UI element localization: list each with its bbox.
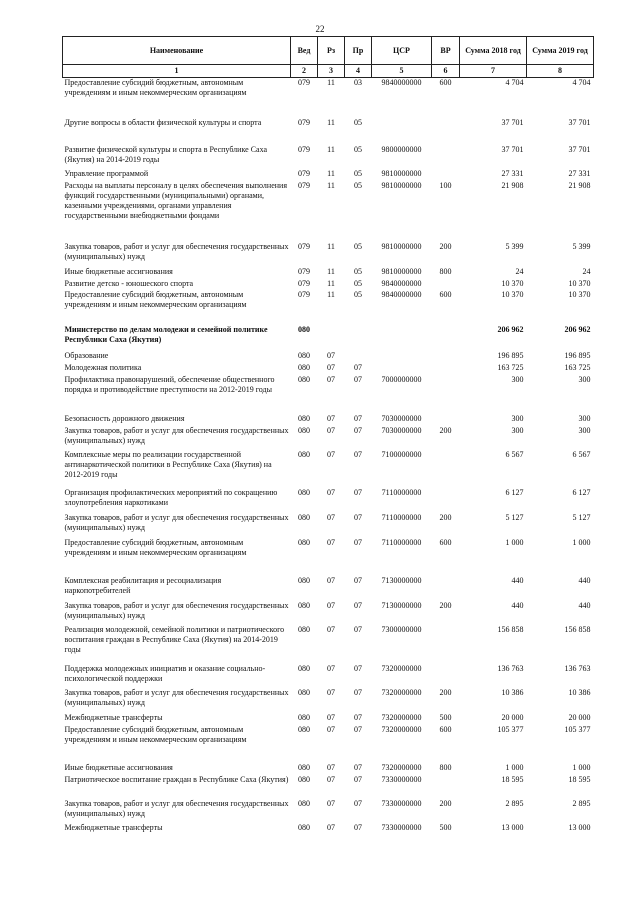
row-sum-2019: 2 895 (572, 798, 591, 808)
table-row (63, 688, 594, 713)
row-ved: 079 (298, 180, 310, 190)
row-pr: 07 (354, 512, 362, 522)
row-pr: 07 (354, 762, 362, 772)
row-sum-2019: 1 000 (572, 762, 591, 772)
row-csr: 7300000000 (381, 624, 422, 634)
row-pr: 07 (354, 449, 362, 459)
row-rz: 11 (327, 78, 335, 87)
row-pr: 07 (354, 413, 362, 423)
table-row (63, 242, 594, 267)
table-row (63, 325, 594, 351)
row-sum-2019: 13 000 (568, 822, 591, 832)
row-sum-2018: 20 000 (501, 712, 524, 722)
row-pr: 07 (354, 724, 362, 734)
row-name: Профилактика правонарушений, обеспечение общественного порядка и противодействие преступности на 2012-2019 годы (64, 374, 275, 394)
table-row (63, 601, 594, 625)
row-vr (432, 488, 460, 513)
row-sum-2019: 136 763 (564, 663, 591, 673)
row-csr: 7000000000 (381, 374, 422, 384)
row-sum-2019: 10 370 (568, 278, 591, 288)
row-sum-2018: 2 895 (505, 798, 524, 808)
row-name: Межбюджетные трансферты (64, 712, 163, 722)
row-sum-2019: 27 331 (568, 168, 591, 178)
row-pr: 07 (354, 774, 362, 784)
row-sum-2018: 18 595 (501, 774, 524, 784)
row-pr: 03 (354, 78, 362, 87)
row-sum-2018: 37 701 (501, 144, 524, 154)
row-csr: 7130000000 (381, 575, 422, 585)
row-pr: 07 (354, 687, 362, 697)
table-row (63, 450, 594, 488)
row-name: Предоставление субсидий бюджетным, автономным учреждениям и иным некоммерческим организациям (64, 289, 247, 309)
row-sum-2018: 10 386 (501, 687, 524, 697)
row-ved: 079 (298, 144, 310, 154)
row-csr: 7320000000 (381, 724, 422, 734)
row-ved: 079 (298, 289, 310, 299)
row-sum-2019: 300 (578, 425, 591, 435)
row-sum-2019: 37 701 (568, 117, 591, 127)
row-pr: 07 (354, 624, 362, 634)
row-sum-2018: 136 763 (497, 663, 524, 673)
table-row (63, 169, 594, 181)
row-sum-2018: 6 127 (505, 487, 524, 497)
row-ved: 080 (298, 324, 310, 334)
row-ved: 080 (298, 687, 310, 697)
row-ved: 080 (298, 624, 310, 634)
row-vr: 200 (439, 241, 452, 251)
row-name: Иные бюджетные ассигнования (64, 266, 173, 276)
row-rz: 07 (327, 774, 335, 784)
row-csr: 7030000000 (381, 425, 422, 435)
row-ved: 079 (298, 241, 310, 251)
budget-table-container (62, 36, 593, 835)
row-rz: 11 (327, 241, 335, 251)
row-ved: 079 (298, 278, 310, 288)
row-sum-2018: 105 377 (497, 724, 524, 734)
row-name: Организация профилактических мероприятий по сокращению злоупотребления наркотиками (64, 487, 278, 507)
row-pr: 07 (354, 798, 362, 808)
row-sum-2018: 196 895 (497, 350, 524, 360)
column-number: 5 (372, 65, 432, 78)
row-vr: 200 (439, 600, 452, 610)
row-pr: 05 (354, 278, 362, 288)
table-row (63, 488, 594, 513)
row-pr: 07 (354, 712, 362, 722)
row-name: Развитие детско - юношеского спорта (64, 278, 194, 288)
row-csr: 7320000000 (381, 687, 422, 697)
row-rz (318, 325, 345, 351)
row-vr (432, 625, 460, 664)
row-vr: 200 (439, 425, 452, 435)
row-vr: 600 (439, 289, 452, 299)
row-name: Реализация молодежной, семейной политики и патриотического воспитания граждан в Республике Саха (Якутия) на 2014-2019 годы (64, 624, 285, 654)
row-ved: 080 (298, 663, 310, 673)
table-row (63, 363, 594, 375)
row-vr: 200 (439, 798, 452, 808)
row-vr (432, 576, 460, 601)
row-rz: 07 (327, 362, 335, 372)
row-ved: 080 (298, 822, 310, 832)
row-ved: 080 (298, 724, 310, 734)
row-sum-2018: 300 (511, 413, 524, 423)
row-vr (432, 145, 460, 169)
column-number: 7 (460, 65, 527, 78)
row-vr: 200 (439, 512, 452, 522)
row-ved: 080 (298, 774, 310, 784)
row-name: Комплексные меры по реализации государственной антинаркотической политики в Республике Саха (Якутия) на 2012-2019 годы (64, 449, 272, 479)
row-ved: 079 (298, 117, 310, 127)
row-sum-2018: 206 962 (497, 324, 524, 334)
row-ved: 080 (298, 512, 310, 522)
row-csr: 7110000000 (381, 537, 422, 547)
row-name: Закупка товаров, работ и услуг для обеспечения государственных (муниципальных) нужд (64, 798, 289, 818)
row-pr: 07 (354, 575, 362, 585)
row-sum-2018: 10 370 (501, 278, 524, 288)
row-vr (432, 414, 460, 426)
row-csr: 7320000000 (381, 712, 422, 722)
row-ved: 080 (298, 362, 310, 372)
row-csr: 7130000000 (381, 600, 422, 610)
row-vr (432, 351, 460, 363)
row-name: Другие вопросы в области физической культуры и спорта (64, 117, 262, 127)
row-csr: 9840000000 (381, 78, 422, 87)
row-vr: 600 (439, 724, 452, 734)
row-sum-2019: 5 399 (572, 241, 591, 251)
row-csr: 9810000000 (381, 180, 422, 190)
row-sum-2019: 6 567 (572, 449, 591, 459)
table-row (63, 538, 594, 576)
table-row (63, 351, 594, 363)
row-name: Межбюджетные трансферты (64, 822, 163, 832)
row-csr (372, 118, 432, 145)
row-csr: 7110000000 (381, 512, 422, 522)
row-rz: 07 (327, 624, 335, 634)
row-name: Поддержка молодежных инициатив и оказание социально-психологической поддержки (64, 663, 266, 683)
row-vr (432, 118, 460, 145)
row-sum-2019: 24 (582, 266, 591, 276)
table-row (63, 290, 594, 325)
row-sum-2018: 1 000 (505, 762, 524, 772)
row-pr (345, 351, 372, 363)
row-pr: 05 (354, 241, 362, 251)
row-name: Образование (64, 350, 109, 360)
row-name: Закупка товаров, работ и услуг для обеспечения государственных (муниципальных) нужд (64, 512, 289, 532)
row-name: Комплексная реабилитация и ресоциализация наркопотребителей (64, 575, 222, 595)
row-sum-2019: 196 895 (564, 350, 591, 360)
row-name: Патриотическое воспитание граждан в Республике Саха (Якутия) (64, 774, 289, 784)
row-csr: 7330000000 (381, 774, 422, 784)
row-pr: 05 (354, 180, 362, 190)
row-rz: 07 (327, 449, 335, 459)
table-row (63, 279, 594, 290)
header-sum-2018: Сумма 2018 год (460, 37, 527, 65)
row-sum-2019: 18 595 (568, 774, 591, 784)
column-number: 8 (527, 65, 594, 78)
row-csr: 7110000000 (381, 487, 422, 497)
row-pr: 05 (354, 117, 362, 127)
row-csr: 9810000000 (381, 266, 422, 276)
row-sum-2018: 300 (511, 374, 524, 384)
table-row (63, 725, 594, 763)
table-row (63, 713, 594, 725)
row-name: Иные бюджетные ассигнования (64, 762, 173, 772)
header-sum-2019: Сумма 2019 год (527, 37, 594, 65)
row-vr (432, 363, 460, 375)
row-ved: 079 (298, 168, 310, 178)
row-pr: 05 (354, 266, 362, 276)
table-row (63, 513, 594, 538)
row-pr (345, 325, 372, 351)
column-number: 2 (291, 65, 318, 78)
row-csr (372, 325, 432, 351)
table-row (63, 664, 594, 688)
table-row (63, 375, 594, 414)
row-name: Безопасность дорожного движения (64, 413, 185, 423)
column-number: 1 (63, 65, 291, 78)
row-ved: 080 (298, 600, 310, 610)
table-header (63, 37, 594, 78)
row-sum-2019: 300 (578, 413, 591, 423)
table-row (63, 799, 594, 823)
row-vr: 600 (439, 537, 452, 547)
row-ved: 079 (298, 78, 310, 87)
row-sum-2018: 6 567 (505, 449, 524, 459)
row-sum-2018: 10 370 (501, 289, 524, 299)
row-vr: 500 (439, 712, 452, 722)
row-rz: 11 (327, 144, 335, 154)
row-vr (432, 325, 460, 351)
row-vr: 800 (439, 762, 452, 772)
header-vr: ВР (432, 37, 460, 65)
row-rz: 07 (327, 487, 335, 497)
table-row (63, 181, 594, 242)
row-ved: 080 (298, 537, 310, 547)
row-rz: 11 (327, 266, 335, 276)
row-rz: 07 (327, 413, 335, 423)
row-sum-2018: 440 (511, 600, 524, 610)
table-row (63, 267, 594, 279)
header-number-row (63, 65, 594, 78)
row-name: Управление программой (64, 168, 149, 178)
table-row (63, 145, 594, 169)
table-row (63, 78, 594, 118)
row-ved: 080 (298, 487, 310, 497)
row-sum-2019: 300 (578, 374, 591, 384)
row-ved: 080 (298, 350, 310, 360)
row-rz: 07 (327, 712, 335, 722)
row-csr: 9810000000 (381, 241, 422, 251)
table-row (63, 414, 594, 426)
table-row (63, 118, 594, 145)
row-sum-2019: 20 000 (568, 712, 591, 722)
row-name: Предоставление субсидий бюджетным, автономным учреждениям и иным некоммерческим организациям (64, 537, 247, 557)
column-number: 3 (318, 65, 345, 78)
row-sum-2018: 5 127 (505, 512, 524, 522)
row-rz: 07 (327, 537, 335, 547)
row-sum-2018: 1 000 (505, 537, 524, 547)
row-vr: 500 (439, 822, 452, 832)
row-name: Развитие физической культуры и спорта в Республике Саха (Якутия) на 2014-2019 годы (64, 144, 268, 164)
row-vr (432, 375, 460, 414)
row-rz: 07 (327, 798, 335, 808)
row-rz: 07 (327, 350, 335, 360)
row-pr: 07 (354, 822, 362, 832)
row-rz: 11 (327, 180, 335, 190)
row-ved: 080 (298, 798, 310, 808)
table-row (63, 576, 594, 601)
column-number: 4 (345, 65, 372, 78)
row-pr: 05 (354, 289, 362, 299)
row-name: Молодежная политика (64, 362, 142, 372)
row-vr (432, 279, 460, 290)
row-rz: 11 (327, 117, 335, 127)
row-name: Предоставление субсидий бюджетным, автономным учреждениям и иным некоммерческим организациям (64, 78, 247, 97)
row-rz: 07 (327, 512, 335, 522)
row-rz: 07 (327, 822, 335, 832)
row-sum-2019: 6 127 (572, 487, 591, 497)
row-csr: 7330000000 (381, 798, 422, 808)
row-sum-2018: 27 331 (501, 168, 524, 178)
header-row (63, 37, 594, 65)
row-rz: 07 (327, 762, 335, 772)
row-ved: 080 (298, 413, 310, 423)
row-sum-2018: 21 908 (501, 180, 524, 190)
row-pr: 05 (354, 168, 362, 178)
row-ved: 080 (298, 374, 310, 384)
header-csr: ЦСР (372, 37, 432, 65)
row-sum-2019: 4 704 (572, 78, 591, 87)
header-rz: Рз (318, 37, 345, 65)
header-pr: Пр (345, 37, 372, 65)
row-pr: 07 (354, 663, 362, 673)
row-rz: 07 (327, 425, 335, 435)
row-name: Расходы на выплаты персоналу в целях обеспечения выполнения функций государственными (муниципальными) органами, казенными учреждениями, органами управления государственными внебюджетными фондами (64, 180, 287, 220)
row-sum-2018: 5 399 (505, 241, 524, 251)
row-vr (432, 450, 460, 488)
row-pr: 05 (354, 144, 362, 154)
row-rz: 11 (327, 289, 335, 299)
row-name: Предоставление субсидий бюджетным, автономным учреждениям и иным некоммерческим организациям (64, 724, 247, 744)
row-rz: 11 (327, 278, 335, 288)
row-pr: 07 (354, 537, 362, 547)
row-sum-2019: 105 377 (564, 724, 591, 734)
row-pr: 07 (354, 425, 362, 435)
row-vr (432, 775, 460, 799)
row-name: Закупка товаров, работ и услуг для обеспечения государственных (муниципальных) нужд (64, 241, 289, 261)
row-sum-2018: 37 701 (501, 117, 524, 127)
row-rz: 07 (327, 575, 335, 585)
row-vr (432, 169, 460, 181)
row-pr: 07 (354, 374, 362, 384)
row-sum-2019: 5 127 (572, 512, 591, 522)
row-sum-2019: 440 (578, 600, 591, 610)
row-vr: 100 (439, 180, 452, 190)
row-csr: 7320000000 (381, 663, 422, 673)
row-ved: 080 (298, 425, 310, 435)
row-csr: 9840000000 (381, 278, 422, 288)
row-csr: 7320000000 (381, 762, 422, 772)
row-sum-2018: 440 (511, 575, 524, 585)
row-csr: 7100000000 (381, 449, 422, 459)
row-name: Закупка товаров, работ и услуг для обеспечения государственных (муниципальных) нужд (64, 600, 289, 620)
row-rz: 07 (327, 374, 335, 384)
header-name: Наименование (63, 37, 291, 65)
row-ved: 080 (298, 762, 310, 772)
table-body (63, 78, 594, 835)
row-sum-2018: 163 725 (497, 362, 524, 372)
row-sum-2018: 300 (511, 425, 524, 435)
header-ved: Вед (291, 37, 318, 65)
row-csr (372, 351, 432, 363)
row-vr: 600 (439, 78, 452, 87)
page-number: 22 (315, 24, 325, 34)
table-row (63, 625, 594, 664)
row-rz: 07 (327, 687, 335, 697)
row-sum-2019: 10 370 (568, 289, 591, 299)
row-sum-2019: 21 908 (568, 180, 591, 190)
row-csr: 7030000000 (381, 413, 422, 423)
budget-table (62, 36, 594, 835)
row-sum-2018: 24 (515, 266, 524, 276)
table-row (63, 823, 594, 835)
row-rz: 07 (327, 663, 335, 673)
row-csr: 9840000000 (381, 289, 422, 299)
table-row (63, 775, 594, 799)
row-sum-2019: 206 962 (564, 324, 591, 334)
column-number: 6 (432, 65, 460, 78)
table-row (63, 763, 594, 775)
row-vr: 800 (439, 266, 452, 276)
row-sum-2019: 163 725 (564, 362, 591, 372)
row-name: Закупка товаров, работ и услуг для обеспечения государственных (муниципальных) нужд (64, 425, 289, 445)
row-pr: 07 (354, 487, 362, 497)
row-sum-2018: 4 704 (505, 78, 524, 87)
row-rz: 11 (327, 168, 335, 178)
row-sum-2019: 440 (578, 575, 591, 585)
row-sum-2018: 13 000 (501, 822, 524, 832)
row-csr: 9800000000 (381, 144, 422, 154)
row-sum-2019: 1 000 (572, 537, 591, 547)
row-vr: 200 (439, 687, 452, 697)
row-csr: 7330000000 (381, 822, 422, 832)
row-ved: 080 (298, 712, 310, 722)
row-sum-2019: 156 858 (564, 624, 591, 634)
table-row (63, 426, 594, 450)
row-vr (432, 664, 460, 688)
row-csr (372, 363, 432, 375)
row-sum-2019: 10 386 (568, 687, 591, 697)
row-rz: 07 (327, 724, 335, 734)
row-rz: 07 (327, 600, 335, 610)
row-pr: 07 (354, 600, 362, 610)
row-csr: 9810000000 (381, 168, 422, 178)
row-pr: 07 (354, 362, 362, 372)
row-sum-2019: 37 701 (568, 144, 591, 154)
row-ved: 079 (298, 266, 310, 276)
row-name: Закупка товаров, работ и услуг для обеспечения государственных (муниципальных) нужд (64, 687, 289, 707)
row-sum-2018: 156 858 (497, 624, 524, 634)
row-name: Министерство по делам молодежи и семейной политике Республики Саха (Якутия) (64, 324, 268, 344)
row-ved: 080 (298, 575, 310, 585)
row-ved: 080 (298, 449, 310, 459)
